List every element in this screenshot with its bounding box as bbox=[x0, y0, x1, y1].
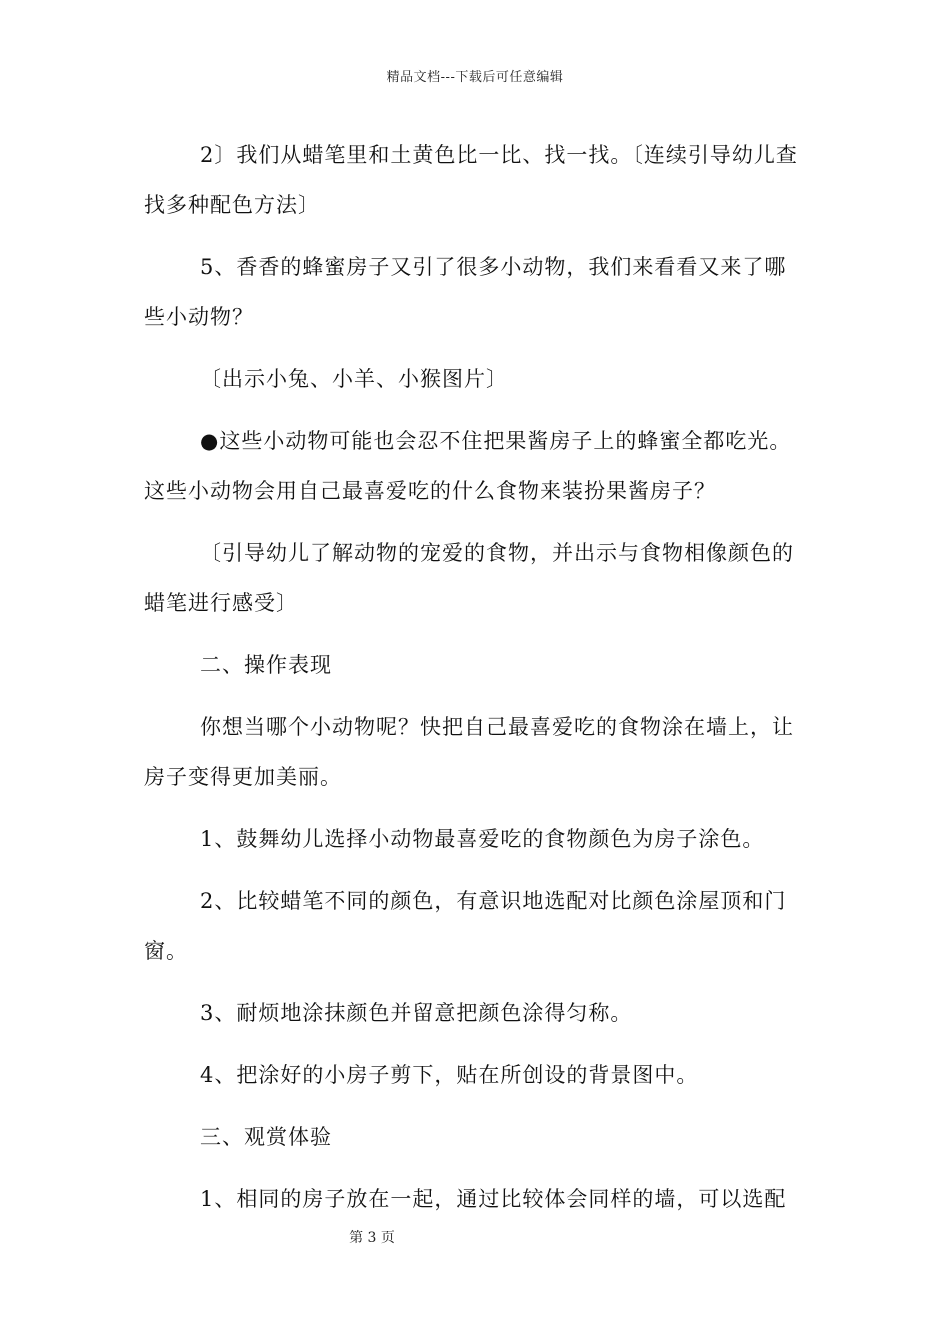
paragraph: 〔引导幼儿了解动物的宠爱的食物，并出示与食物相像颜色的蜡笔进行感受〕 bbox=[144, 541, 794, 615]
paragraph: 你想当哪个小动物呢？快把自己最喜爱吃的食物涂在墙上，让房子变得更加美丽。 bbox=[144, 715, 794, 789]
section-heading: 三、观赏体验 bbox=[200, 1125, 332, 1149]
paragraph: 2〕我们从蜡笔里和土黄色比一比、找一找。〔连续引导幼儿查找多种配色方法〕 bbox=[144, 143, 798, 217]
document-body bbox=[144, 130, 808, 1236]
paragraph: 5、香香的蜂蜜房子又引了很多小动物，我们来看看又来了哪些小动物？ bbox=[144, 255, 787, 329]
paragraph: 1、相同的房子放在一起，通过比较体会同样的墙，可以选配 bbox=[200, 1187, 787, 1211]
paragraph: 1、鼓舞幼儿选择小动物最喜爱吃的食物颜色为房子涂色。 bbox=[200, 827, 765, 851]
page-number: 第 3 页 bbox=[349, 1230, 395, 1246]
paragraph: 4、把涂好的小房子剪下，贴在所创设的背景图中。 bbox=[200, 1063, 699, 1087]
paragraph: 2、比较蜡笔不同的颜色，有意识地选配对比颜色涂屋顶和门窗。 bbox=[144, 889, 787, 963]
paragraph: 3、耐烦地涂抹颜色并留意把颜色涂得匀称。 bbox=[200, 1001, 633, 1025]
page-header: 精品文档---下载后可任意编辑 bbox=[386, 70, 564, 85]
section-heading: 二、操作表现 bbox=[200, 653, 332, 677]
paragraph: 〔出示小兔、小羊、小猴图片〕 bbox=[200, 367, 508, 391]
paragraph: ●这些小动物可能也会忍不住把果酱房子上的蜂蜜全都吃光。这些小动物会用自己最喜爱吃的什么食物来装扮果酱房子？ bbox=[144, 429, 792, 503]
